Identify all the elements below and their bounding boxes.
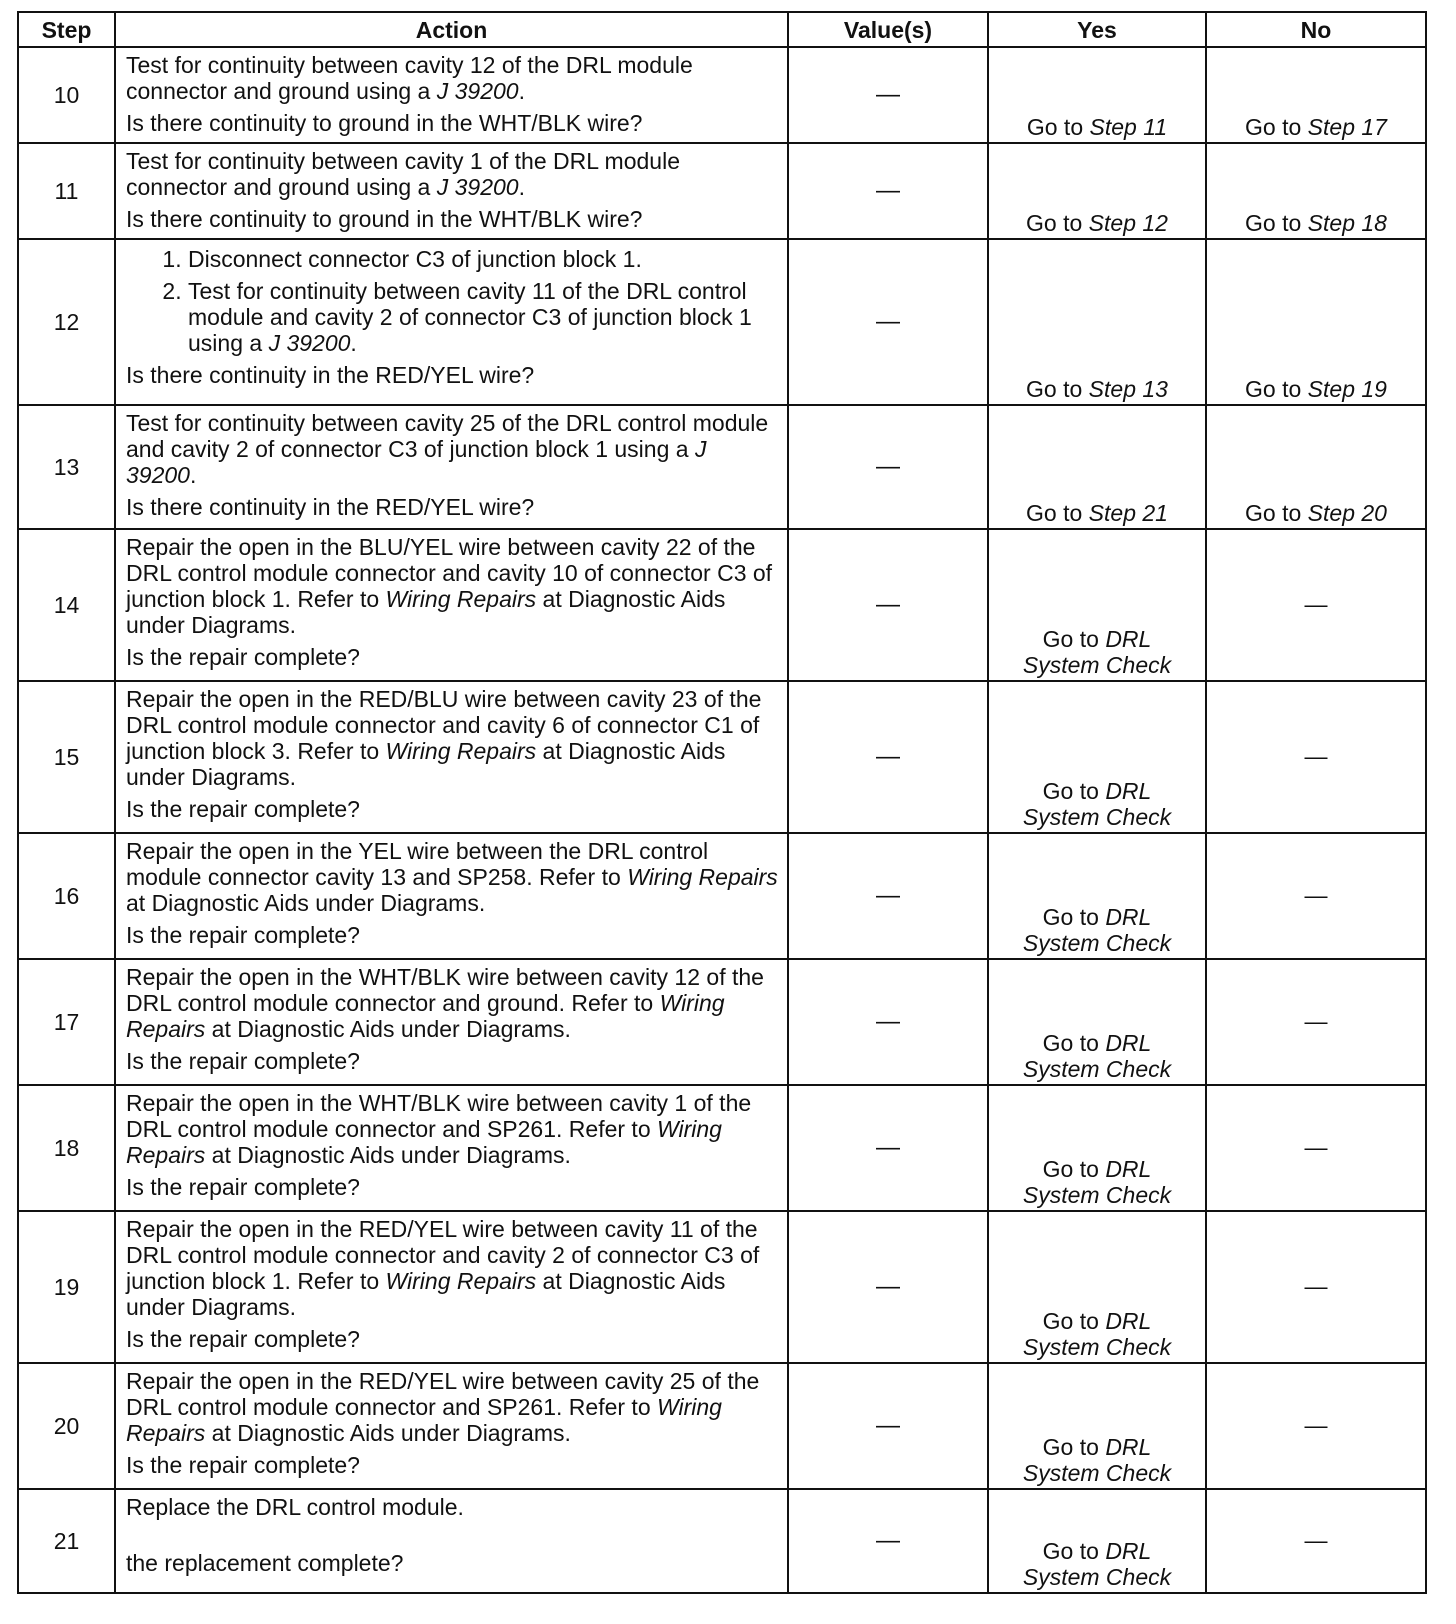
header-values: Value(s) [788,12,988,47]
step-number: 14 [18,529,115,681]
no-cell: — [1206,959,1426,1085]
value-cell: — [788,529,988,681]
action-instruction: Test for continuity between cavity 1 of the DRL module connector and ground using a J 39200. [126,148,680,200]
table-row [18,47,1426,143]
yes-cell: Go to DRL System Check [988,1085,1206,1211]
yes-cell: Go to DRL System Check [988,1211,1206,1363]
value-cell: — [788,47,988,143]
action-instruction: Test for continuity between cavity 25 of the DRL control module and cavity 2 of connector C3 of junction block 1 using a J 39200. [126,410,769,488]
action-instruction: Repair the open in the BLU/YEL wire between cavity 22 of the DRL control module connector and cavity 10 of connector C3 of junction block 1. Refer to Wiring Repairs at Diagnostic Aids under Diagrams. [126,534,773,638]
step-number: 11 [18,143,115,239]
step-number: 20 [18,1363,115,1489]
action-instruction: Replace the DRL control module. [126,1494,464,1520]
yes-cell: Go to Step 21 [988,405,1206,529]
no-cell: — [1206,1211,1426,1363]
action-question: the replacement complete? [126,1550,404,1576]
action-cell [115,1363,788,1489]
no-cell: Go to Step 18 [1206,143,1426,239]
action-instruction: Repair the open in the RED/YEL wire between cavity 25 of the DRL control module connector and SP261. Refer to Wiring Repairs at Diagnostic Aids under Diagrams. [126,1368,760,1446]
table-row [18,405,1426,529]
yes-cell: Go to DRL System Check [988,833,1206,959]
action-cell [115,959,788,1085]
action-cell [115,1085,788,1211]
step-number: 19 [18,1211,115,1363]
step-number: 18 [18,1085,115,1211]
header-row [18,12,1426,47]
action-cell [115,529,788,681]
action-question: Is there continuity in the RED/YEL wire? [126,362,535,388]
step-number: 15 [18,681,115,833]
step-number: 16 [18,833,115,959]
table-row [18,833,1426,959]
step-number: 13 [18,405,115,529]
step-number: 10 [18,47,115,143]
value-cell: — [788,681,988,833]
action-question: Is the repair complete? [126,1452,360,1478]
step-number: 21 [18,1489,115,1593]
yes-cell: Go to DRL System Check [988,681,1206,833]
action-question: Is there continuity in the RED/YEL wire? [126,494,535,520]
action-instruction: Repair the open in the RED/BLU wire between cavity 23 of the DRL control module connector and cavity 6 of connector C1 of junction block 3. Refer to Wiring Repairs at Diagnostic Aids under Diagrams. [126,686,762,790]
action-cell [115,405,788,529]
value-cell: — [788,1085,988,1211]
no-cell: Go to Step 20 [1206,405,1426,529]
action-instruction: Repair the open in the YEL wire between the DRL control module connector cavity 13 and SP258. Refer to Wiring Repairs at Diagnostic Aids under Diagrams. [126,838,778,916]
no-cell: Go to Step 19 [1206,239,1426,405]
table-row [18,1211,1426,1363]
value-cell: — [788,1363,988,1489]
action-cell [115,47,788,143]
step-number: 12 [18,239,115,405]
substep-list [126,246,779,356]
action-instruction: Repair the open in the WHT/BLK wire between cavity 1 of the DRL control module connector and SP261. Refer to Wiring Repairs at Diagnostic Aids under Diagrams. [126,1090,752,1168]
action-instruction: Repair the open in the RED/YEL wire between cavity 11 of the DRL control module connector and cavity 2 of connector C3 of junction block 1. Refer to Wiring Repairs at Diagnostic Aids under Diagrams. [126,1216,760,1320]
no-cell: — [1206,529,1426,681]
table-row [18,1363,1426,1489]
action-cell [115,681,788,833]
value-cell: — [788,143,988,239]
table-row [18,239,1426,405]
yes-cell: Go to Step 13 [988,239,1206,405]
yes-cell: Go to DRL System Check [988,959,1206,1085]
yes-cell: Go to DRL System Check [988,529,1206,681]
action-question: Is there continuity to ground in the WHT/BLK wire? [126,206,643,232]
value-cell: — [788,1489,988,1593]
substep-item: 1. Disconnect connector C3 of junction block 1. [188,246,779,272]
value-cell: — [788,405,988,529]
yes-cell: Go to Step 12 [988,143,1206,239]
substep-item: 2. Test for continuity between cavity 11 of the DRL control module and cavity 2 of connector C3 of junction block 1 using a J 39200. [188,278,779,356]
yes-cell: Go to DRL System Check [988,1489,1206,1593]
diagnostic-table [17,11,1427,1594]
action-cell [115,833,788,959]
table-row [18,529,1426,681]
table-row [18,1085,1426,1211]
action-cell [115,239,788,405]
no-cell: Go to Step 17 [1206,47,1426,143]
no-cell: — [1206,1085,1426,1211]
action-question: Is the repair complete? [126,1174,360,1200]
table-row [18,959,1426,1085]
no-cell: — [1206,833,1426,959]
table-row [18,681,1426,833]
step-number: 17 [18,959,115,1085]
header-no: No [1206,12,1426,47]
yes-cell: Go to Step 11 [988,47,1206,143]
action-question: Is the repair complete? [126,922,360,948]
diagnostic-table-page [17,11,1425,1594]
action-question: Is the repair complete? [126,644,360,670]
action-cell [115,143,788,239]
value-cell: — [788,1211,988,1363]
action-question: Is the repair complete? [126,796,360,822]
header-yes: Yes [988,12,1206,47]
no-cell: — [1206,1363,1426,1489]
action-question: Is there continuity to ground in the WHT/BLK wire? [126,110,643,136]
action-cell [115,1489,788,1593]
action-instruction: Test for continuity between cavity 12 of the DRL module connector and ground using a J 39200. [126,52,693,104]
table-row [18,1489,1426,1593]
action-question: Is the repair complete? [126,1326,360,1352]
table-row [18,143,1426,239]
value-cell: — [788,833,988,959]
action-question: Is the repair complete? [126,1048,360,1074]
action-instruction: Repair the open in the WHT/BLK wire between cavity 12 of the DRL control module connector and ground. Refer to Wiring Repairs at Diagnostic Aids under Diagrams. [126,964,764,1042]
value-cell: — [788,959,988,1085]
no-cell: — [1206,1489,1426,1593]
value-cell: — [788,239,988,405]
header-action: Action [115,12,788,47]
header-step: Step [18,12,115,47]
action-cell [115,1211,788,1363]
yes-cell: Go to DRL System Check [988,1363,1206,1489]
no-cell: — [1206,681,1426,833]
